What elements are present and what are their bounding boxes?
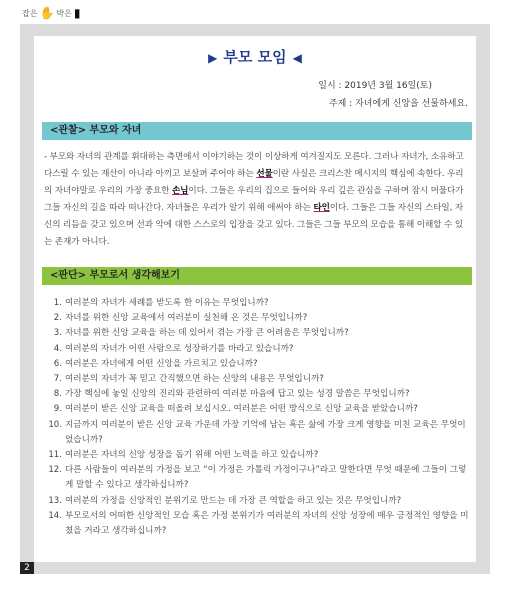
question-item bbox=[48, 494, 472, 509]
question-text: 부모로서의 어떠한 신앙적인 모습 혹은 가정 분위기가 여러분의 자녀의 신앙 성장에 매우 긍정적인 영향을 미쳤을 거라고 생각하십니까? bbox=[65, 510, 469, 537]
emphasis-stranger: 타인 bbox=[313, 203, 330, 213]
meeting-date: 일시 : 2019년 3월 16일(토) bbox=[318, 81, 432, 91]
question-number: 3. bbox=[53, 328, 62, 339]
question-number: 14. bbox=[48, 510, 62, 521]
header-right-text: 박은 bbox=[56, 8, 72, 18]
question-text: 여러분의 자녀가 어떤 사람으로 성장하기를 바라고 있습니까? bbox=[65, 343, 294, 354]
question-item bbox=[48, 463, 472, 493]
paragraph-part-3: 이다. 그들은 우리의 집으로 들어와 우리 깊은 관심을 구하며 잠시 머물다가 그들 자신의 길을 따라 떠나간다. 자녀들은 우리가 알기 위해 애써야 하는 bbox=[44, 186, 464, 213]
question-number: 7. bbox=[53, 374, 62, 385]
question-item bbox=[48, 387, 472, 402]
question-number: 2. bbox=[53, 313, 62, 324]
document-paper bbox=[34, 36, 476, 562]
emphasis-gift: 선물 bbox=[256, 169, 273, 179]
hand-icon: ✋ bbox=[39, 6, 55, 20]
question-item bbox=[48, 509, 472, 539]
question-number: 8. bbox=[53, 389, 62, 400]
foot-icon: ▮ bbox=[73, 6, 81, 20]
header-mark bbox=[22, 6, 81, 20]
question-text: 자녀를 위한 신앙 교육을 하는 데 있어서 겪는 가장 큰 어려움은 무엇입니까? bbox=[65, 328, 349, 339]
left-triangle-icon: ◀ bbox=[292, 51, 302, 65]
emphasis-guest: 손님 bbox=[171, 186, 189, 196]
question-text: 다른 사람들이 여러분의 가정을 보고 “이 가정은 가톨릭 가정이구나”라고 말한다면 무엇 때문에 그들이 그렇게 말할 수 있다고 생각하십니까? bbox=[65, 465, 467, 491]
question-text: 여러분이 받은 신앙 교육을 떠올려 보십시오. 여러분은 어떤 방식으로 신앙 교육을 받았습니까? bbox=[65, 404, 418, 415]
question-number: 10. bbox=[48, 419, 62, 430]
question-text: 가장 핵심에 놓일 신앙의 진리와 관련하여 여러분 마음에 답고 있는 성경 말씀은 무엇입니까? bbox=[65, 389, 410, 400]
header-left-text: 잡은 bbox=[22, 8, 38, 18]
question-number: 6. bbox=[53, 358, 62, 369]
question-text: 여러분의 자녀가 세례를 받도록 한 이유는 무엇입니까? bbox=[65, 298, 269, 308]
paragraph-part-4: 이다. 그들은 그들 자신의 스타일, 자신의 리듬을 갖고 있으며 선과 악에 대한 스스로의 입장을 갖고 있다. 그들은 그들 부모의 모습을 통해 이해할 수 있는 존재가 아니다. bbox=[44, 203, 464, 247]
right-triangle-icon: ▶ bbox=[208, 51, 218, 65]
question-number: 12. bbox=[48, 465, 62, 476]
question-text: 지금까지 여러분이 받은 신앙 교육 가운데 가장 기억에 남는 혹은 삶에 가장 크게 영향을 미친 교육은 무엇이었습니까? bbox=[65, 419, 466, 445]
question-text: 자녀를 위한 신앙 교육에서 여러분이 실천해 온 것은 무엇입니까? bbox=[65, 313, 308, 324]
question-text: 여러분의 자녀가 꼭 믿고 간직했으면 하는 신앙의 내용은 무엇입니까? bbox=[65, 374, 324, 385]
question-item bbox=[48, 311, 472, 326]
observation-paragraph bbox=[44, 149, 470, 251]
question-item bbox=[48, 326, 472, 341]
question-item bbox=[48, 448, 472, 463]
question-item bbox=[48, 357, 472, 372]
page-title bbox=[34, 46, 476, 67]
question-number: 9. bbox=[53, 404, 62, 415]
meeting-theme: 주제 : 자녀에게 신앙을 선물하세요. bbox=[328, 99, 468, 109]
section-observation-heading: <관찰> 부모와 자녀 bbox=[42, 122, 472, 140]
question-number: 11. bbox=[48, 450, 62, 461]
question-text: 여러분은 자녀의 신앙 성장을 돕기 위해 어떤 노력을 하고 있습니까? bbox=[65, 450, 319, 461]
question-item bbox=[48, 418, 472, 448]
paragraph-part-1: - 부모와 자녀의 관계를 휘대하는 측면에서 이야기하는 것이 이상하게 여겨질지도 모른다. 그러나 자녀가, 소유하고 다스릴 수 있는 재산이 아니라 아끼고 보살펴 주어야 하는 bbox=[44, 152, 464, 179]
question-number: 4. bbox=[53, 343, 62, 354]
title-text: 부모 모임 bbox=[223, 48, 287, 66]
question-item bbox=[48, 342, 472, 357]
question-number: 1. bbox=[53, 298, 62, 308]
question-item bbox=[48, 296, 472, 311]
page-number: 2 bbox=[20, 562, 34, 574]
question-number: 13. bbox=[48, 495, 62, 506]
question-list bbox=[48, 296, 472, 539]
question-text: 여러분의 가정을 신앙적인 분위기로 만드는 데 가장 큰 역할을 하고 있는 것은 무엇입니까? bbox=[65, 495, 402, 506]
question-item bbox=[48, 402, 472, 417]
question-text: 여러분은 자녀에게 어떤 신앙을 가르치고 있습니까? bbox=[65, 358, 258, 369]
paragraph-part-2: 이란 사실은 크리스찬 메시지의 핵심에 속한다. 우리의 자녀야말로 우리의 가장 중요한 bbox=[44, 169, 464, 196]
section-judgement-heading: <판단> 부모로서 생각해보기 bbox=[42, 267, 472, 285]
question-item bbox=[48, 372, 472, 387]
